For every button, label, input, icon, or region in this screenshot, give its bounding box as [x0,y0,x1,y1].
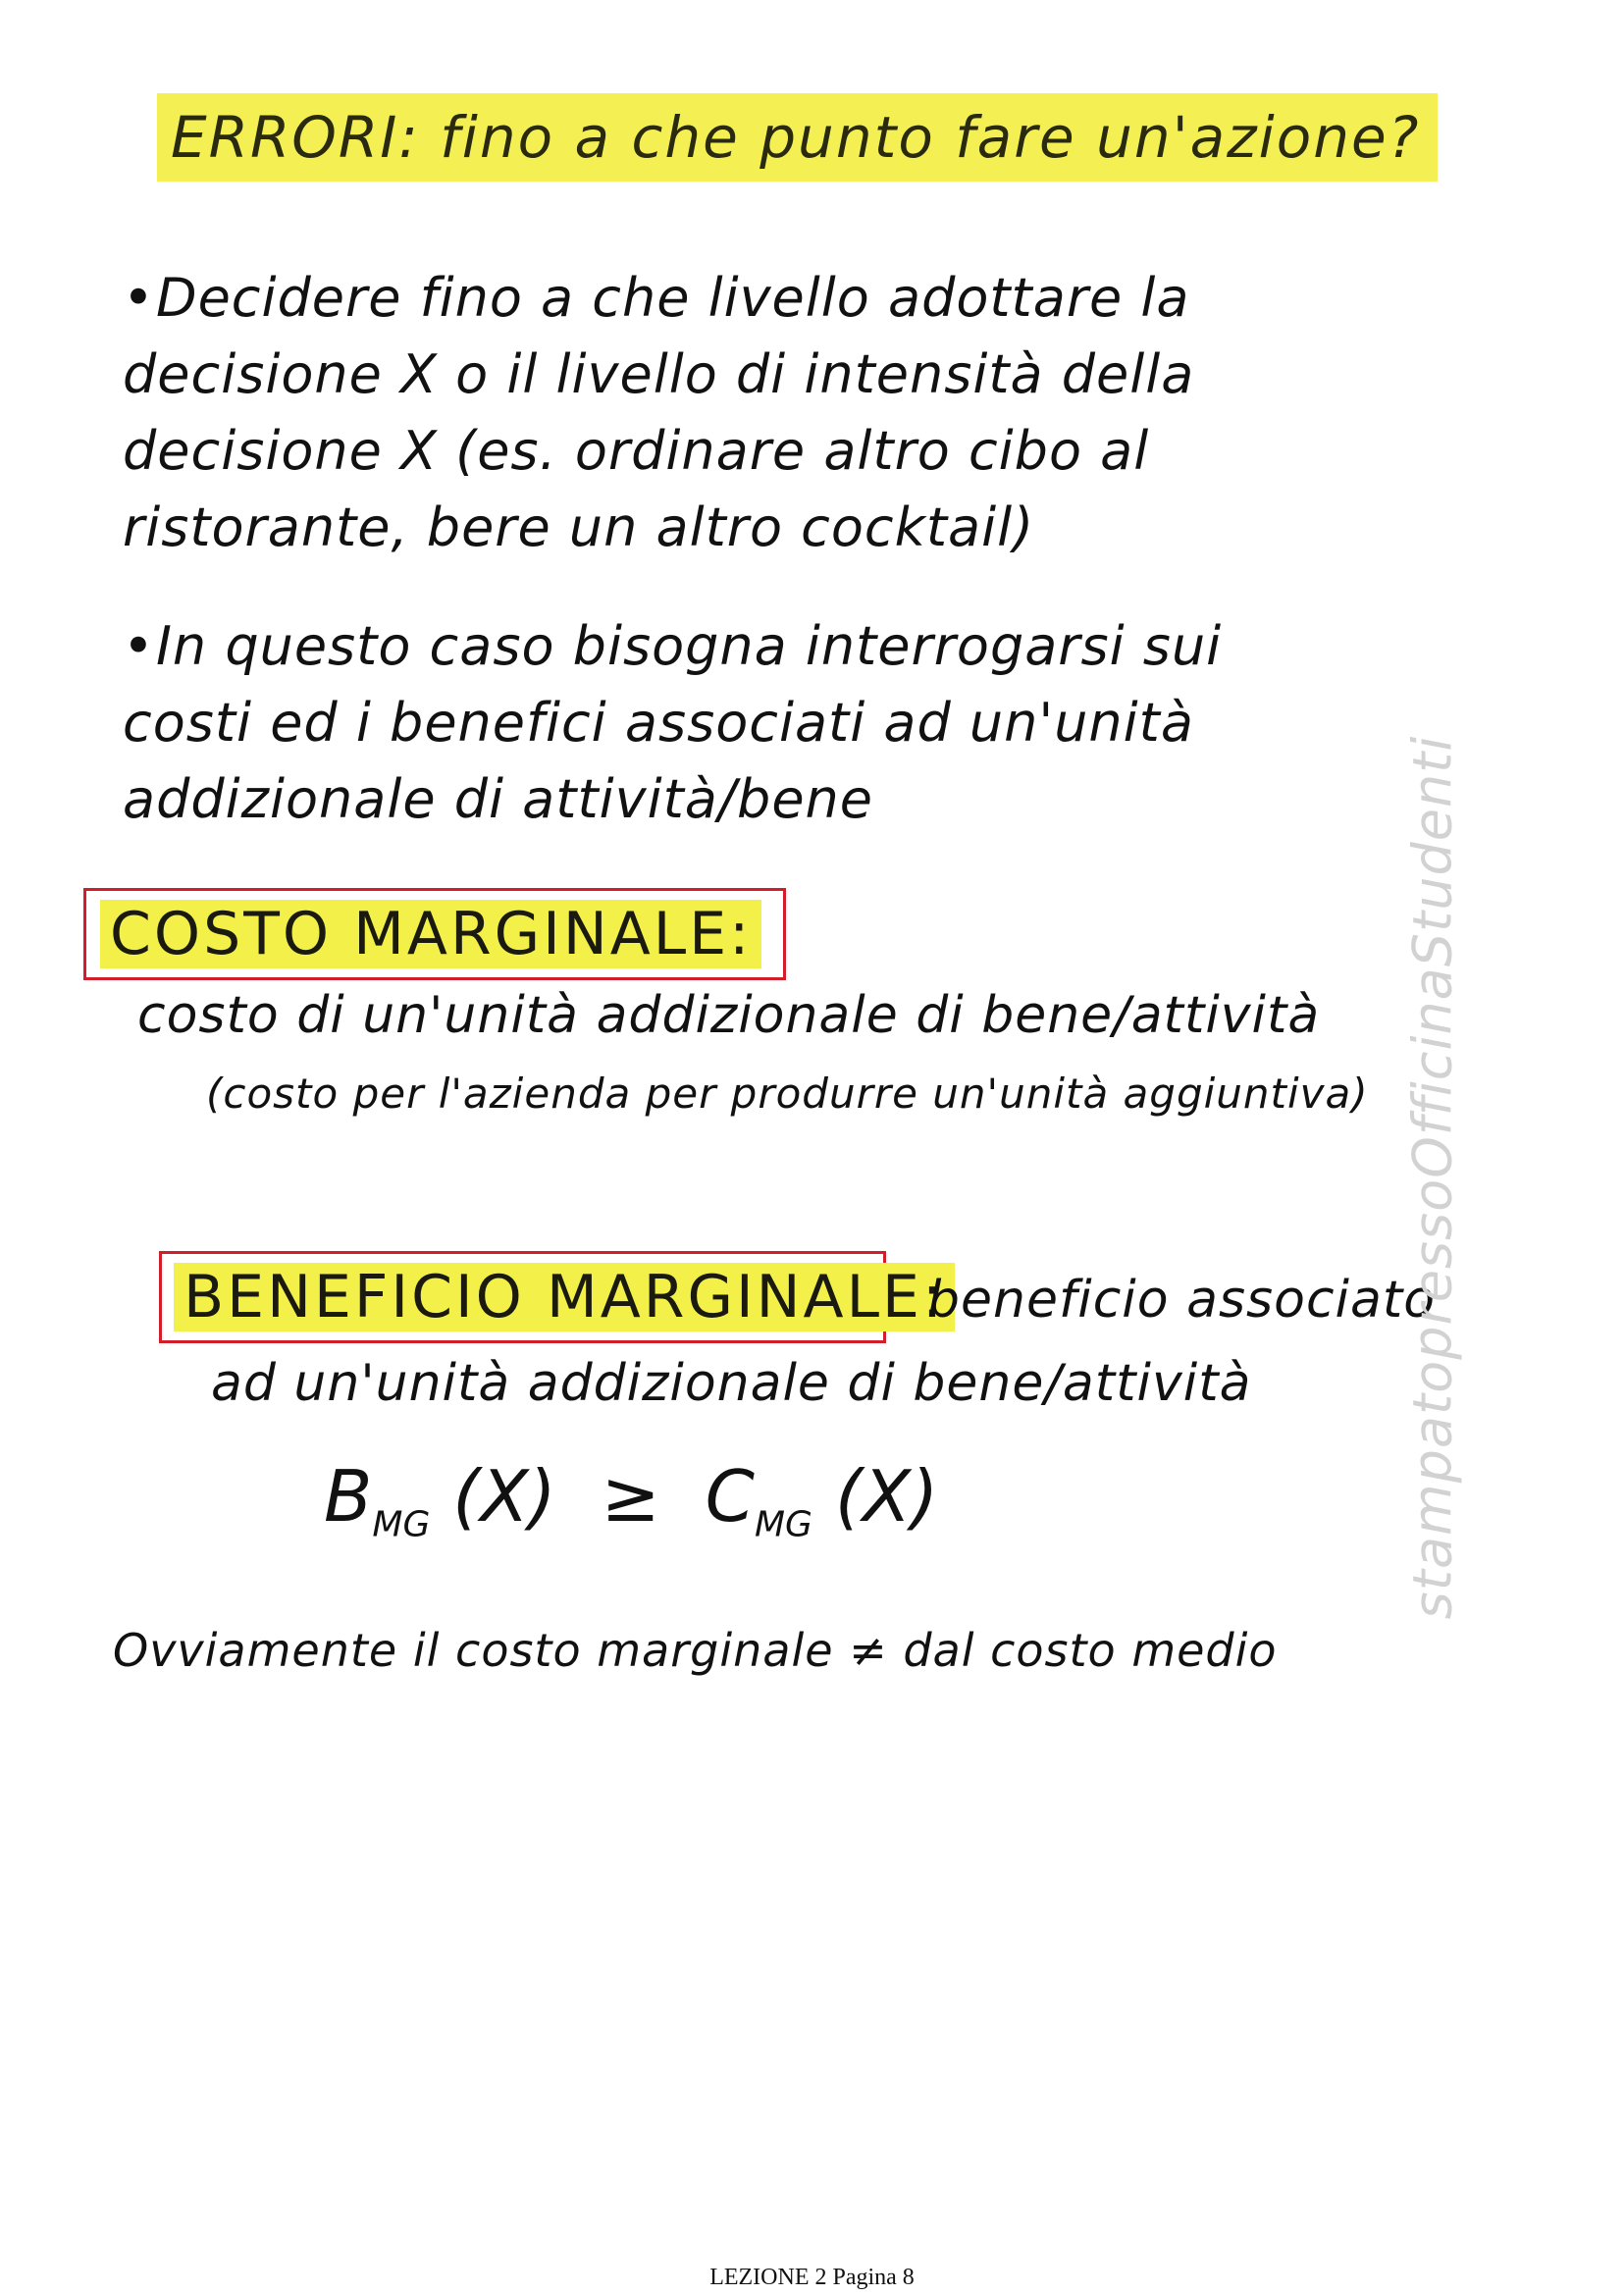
bullet-2-line-3: addizionale di attività/bene [123,768,873,830]
costo-marginale-label: COSTO MARGINALE: [100,899,761,969]
beneficio-marginale-definition-1: beneficio associato [927,1271,1437,1330]
watermark: stampatopressoOfficinaStudenti [1401,735,1464,1620]
bullet-2-line-2: costi ed i benefici associati ad un'unità [123,692,1194,754]
bullet-dot: • [123,267,155,329]
bullet-1-line-2: decisione X o il livello di intensità della [123,343,1195,405]
bullet-2 [123,608,1222,838]
bullet-dot: • [123,615,155,677]
costo-marginale-note: (costo per l'azienda per produrre un'unità aggiuntiva) [206,1070,1369,1118]
bullet-1-line-3: decisione X (es. ordinare altro cibo al [123,420,1150,482]
formula-left-sub: MG [372,1504,431,1545]
bullet-1-line-1: •Decidere fino a che livello adottare la [123,260,1194,337]
bullet-2-line-1: •In questo caso bisogna interrogarsi sui [123,608,1222,685]
beneficio-marginale-definition-2: ad un'unità addizionale di bene/attività [211,1354,1252,1413]
formula-right-sub: MG [754,1504,812,1545]
beneficio-marginale-box [159,1251,946,1343]
formula-right: C [705,1455,755,1538]
bullet-1-line-4: ristorante, bere un altro cocktail) [123,496,1035,558]
beneficio-marginale-label: BENEFICIO MARGINALE: [174,1262,955,1332]
formula-operator: ≥ [601,1455,660,1538]
costo-marginale-box [83,888,786,980]
marginal-formula [324,1452,938,1569]
page-footer: LEZIONE 2 Pagina 8 [709,2265,915,2290]
bullet-1 [123,260,1194,566]
formula-left-arg: (X) [452,1455,556,1538]
formula-right-arg: (X) [834,1455,939,1538]
costo-marginale-definition: costo di un'unità addizionale di bene/attività [137,986,1321,1045]
formula-left: B [324,1455,373,1538]
page-title: ERRORI: fino a che punto fare un'azione? [157,93,1438,182]
final-note: Ovviamente il costo marginale ≠ dal costo medio [113,1624,1278,1677]
